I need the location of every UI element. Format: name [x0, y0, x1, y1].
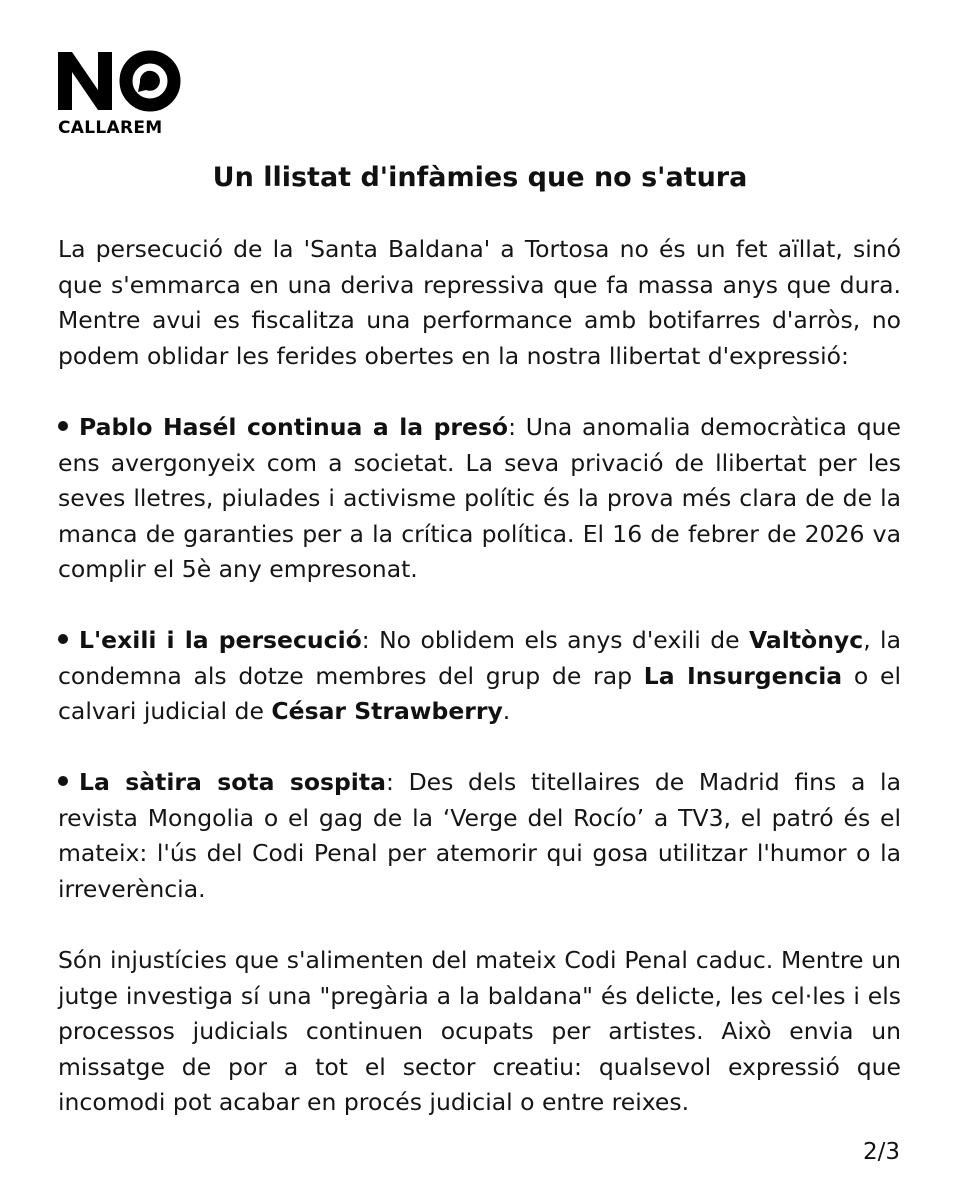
bullet-item-hasel — [58, 410, 901, 588]
bullet-icon — [58, 421, 68, 431]
bullet-item-exili — [58, 623, 901, 730]
bullet-heading: La sàtira sota sospita — [79, 768, 386, 796]
bullet-text: : Una anomalia democràtica que ens avergonyeix com a societat. La seva privació de llibertat per les seves lletres, piulades i activisme polític és la prova més clara de de la manca de garanties per a la crítica política. El 16 de febrer de 2026 va complir el 5è any empresonat. — [58, 413, 901, 583]
closing-paragraph: Són injustícies que s'alimenten del mateix Codi Penal caduc. Mentre un jutge investiga sí una "pregària a la baldana" és delicte, les cel·les i els processos judicials continuen ocupats per artistes. Això envia un missatge de por a tot el sector creatiu: qualsevol expressió que incomodi pot acabar en procés judicial o entre reixes. — [58, 946, 901, 1116]
logo-subtitle: CALLAREM — [58, 118, 163, 138]
bullet-heading: L'exili i la persecució — [79, 626, 362, 654]
page-title: Un llistat d'infàmies que no s'atura — [212, 162, 748, 193]
page-number: 2/3 — [862, 1139, 900, 1165]
bullet-text: , la condemna als dotze membres del grup de rap — [58, 626, 901, 690]
bullet-text: o el calvari judicial de — [58, 661, 901, 725]
bullet-name-valtonyc: Valtònyc — [749, 626, 864, 654]
bullet-text: : No oblidem els anys d'exili de — [361, 626, 749, 654]
bullet-icon — [58, 634, 68, 644]
bullet-name-insurgencia: La Insurgencia — [643, 661, 843, 690]
intro-paragraph: La persecució de la 'Santa Baldana' a Tortosa no és un fet aïllat, sinó que s'emmarca en una deriva repressiva que fa massa anys que dura. Mentre avui es fiscalitza una performance amb botifarres d'arròs, no podem oblidar les ferides obertes en la nostra llibertat d'expressió: — [58, 235, 901, 370]
bullet-icon — [58, 776, 68, 786]
bullet-text: . — [502, 697, 511, 725]
bullet-heading: Pablo Hasél continua a la presó — [79, 413, 509, 441]
no-logo-mark — [58, 50, 182, 114]
bullet-name-strawberry: César Strawberry — [271, 697, 503, 725]
bullet-text: : Des dels titellaires de Madrid fins a la revista Mongolia o el gag de la ‘Verge del Rocío’ a TV3, el patró és el mateix: l'ús del Codi Penal per atemorir qui gosa utilitzar l'humor o la irreverència. — [58, 768, 901, 903]
bullet-item-satira — [58, 765, 901, 907]
no-callarem-logo — [58, 50, 182, 138]
